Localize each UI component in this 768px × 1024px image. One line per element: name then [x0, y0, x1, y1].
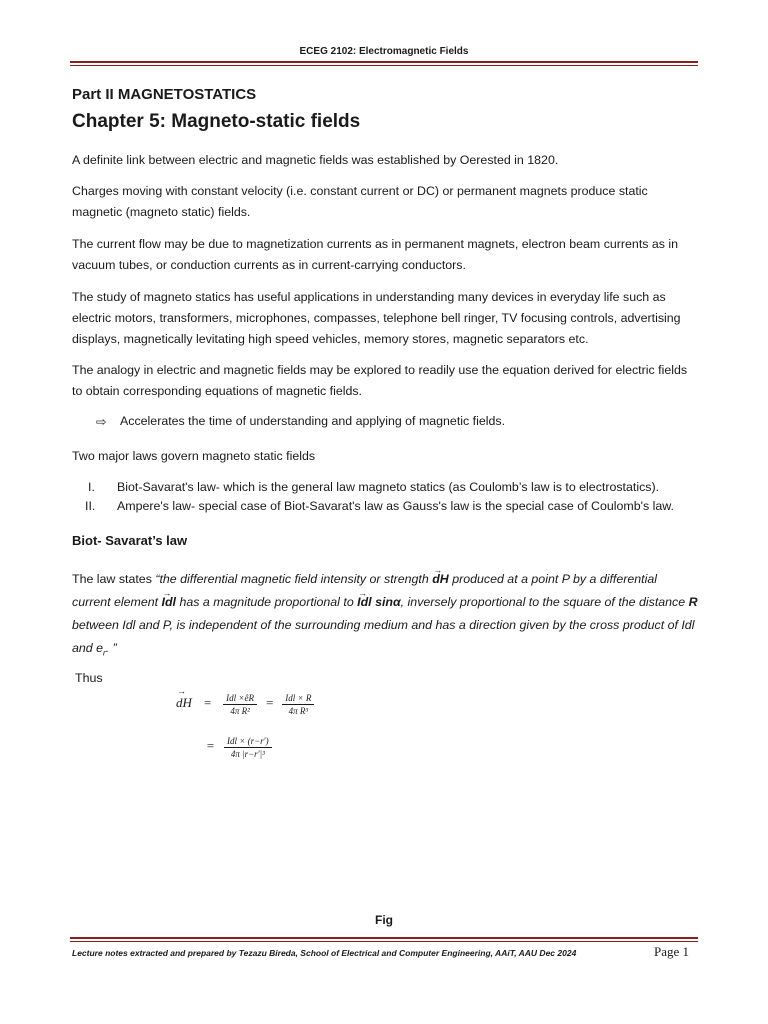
fraction-2: [282, 693, 314, 716]
page-number: Page 1: [654, 944, 690, 959]
law-quote-1: “the differential magnetic field intensity or strength: [155, 572, 433, 586]
paragraph-4: The study of magneto statics has useful applications in understanding many devices in everyday life such as electric motors, transformers, microphones, compasses, telephone bell ringer, TV focusing controls, advertising displays, magnetically levitating high speed vehicles, memory stores, magnetic separators etc.: [72, 290, 681, 346]
arrow-bullet-icon: ⇨: [96, 415, 107, 429]
header-rule: [70, 61, 698, 63]
header-rule-thin: [70, 65, 698, 66]
law-lead: The law states: [72, 572, 156, 586]
equation-line-1: [176, 693, 314, 716]
running-header: ECEG 2102: Electromagnetic Fields: [299, 46, 469, 57]
paragraph-2: Charges moving with constant velocity (i.e. constant current or DC) or permanent magnets produce static magnetic (magneto static) fields.: [72, 184, 648, 219]
idl-symbol: → Idl: [357, 591, 371, 614]
fraction-2-denominator: 4π R³: [288, 706, 309, 716]
law-text: Biot-Savarat's law- which is the general law magneto statics (as Coulomb’s law is to electrostatics).: [117, 480, 660, 494]
figure-label: Fig: [375, 913, 393, 927]
fraction-3: [224, 736, 272, 759]
equation-lhs: → dH: [176, 695, 192, 711]
footer-rule: [70, 937, 698, 939]
law-number: I.: [88, 480, 95, 494]
part-title: Part II MAGNETOSTATICS: [72, 86, 257, 103]
law-quote-3: has a magnitude proportional to: [176, 595, 358, 609]
arrow-bullet-text: Accelerates the time of understanding and applying of magnetic fields.: [120, 414, 506, 428]
law-quote-4: , inversely proportional to the square of the distance: [400, 595, 689, 609]
law-quote-7: and e: [72, 641, 104, 655]
fraction-2-numerator: Idl × R: [282, 693, 314, 705]
thus-label: Thus: [75, 671, 103, 685]
footer-note: Lecture notes extracted and prepared by Tezazu Bireda, School of Electrical and Computer Engineering, AAiT, AAU Dec 2024: [72, 948, 577, 958]
fraction-3-denominator: 4π |r−r′|³: [230, 749, 265, 759]
footer-rule-thin: [70, 941, 698, 942]
equals-sign: =: [203, 695, 212, 711]
law-statement: The law states “the differential magnetic field intensity or strength → dH produced at a point P by a differential current element → Idl has a magnitude proportional to → Idl sinα, inversely proportional to the square of the distance R between Idl and P, is independent of the surrounding medium and has a direction given by the cross product of Idl and $e_r$. ”: [72, 568, 698, 664]
section-heading: Biot- Savarat’s law: [72, 533, 188, 548]
equals-sign: =: [265, 695, 275, 711]
idl-symbol: → Idl: [162, 591, 176, 614]
sin-alpha: sinα: [371, 595, 401, 609]
law-number: II.: [85, 499, 96, 513]
equals-sign: =: [206, 738, 215, 754]
fraction-1-numerator: Idl ×êR: [223, 693, 257, 705]
laws-intro: Two major laws govern magneto static fields: [72, 449, 316, 463]
law-quote-2: produced at a point P by a differential current element: [72, 572, 658, 609]
dh-symbol: → dH: [432, 568, 449, 591]
paragraph-5: The analogy in electric and magnetic fields may be explored to readily use the equation derived for electric fields to obtain corresponding equations of magnetic fields.: [72, 363, 688, 398]
paragraph-3: The current flow may be due to magnetization currents as in permanent magnets, electron beam currents as in vacuum tubes, or conduction currents as in current-carrying conductors.: [72, 237, 679, 272]
fraction-1-denominator: 4π R²: [230, 706, 250, 716]
law-quote-5: between Idl: [72, 618, 136, 632]
fraction-1: [223, 693, 257, 716]
chapter-title: Chapter 5: Magneto-static fields: [72, 111, 361, 132]
law-text: Ampere's law- special case of Biot-Savarat's law as Gauss's law is the special case of Coulomb's law.: [117, 499, 674, 513]
paragraph-1: A definite link between electric and magnetic fields was established by Oerested in 1820.: [72, 153, 559, 167]
fraction-3-numerator: Idl × (r−r′): [224, 736, 272, 748]
law-quote-8: . ”: [105, 641, 117, 655]
r-symbol: R: [688, 595, 698, 609]
law-quote-6: and P, is independent of the surrounding medium and has a direction given by the cross product of Idl: [135, 618, 695, 632]
equation-line-2: [206, 736, 272, 759]
